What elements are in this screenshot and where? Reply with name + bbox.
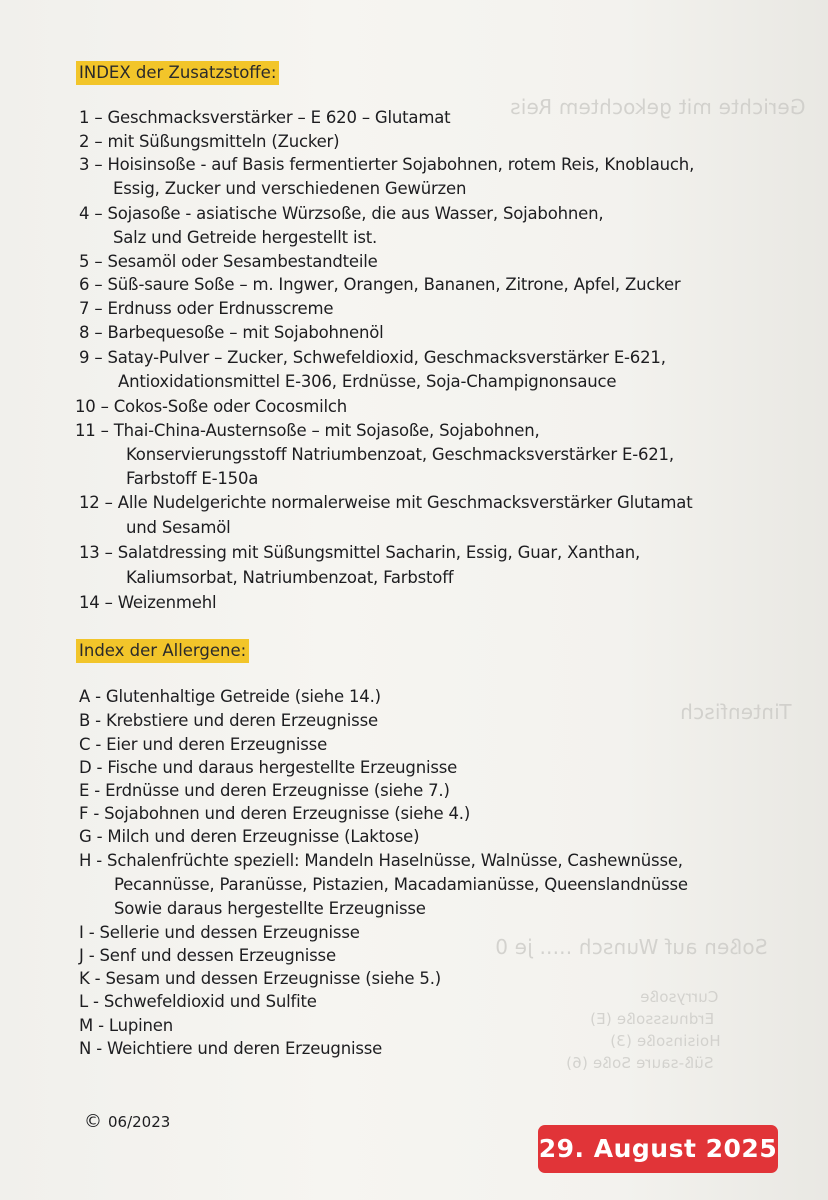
allergen-item: C - Eier und deren Erzeugnisse [79, 735, 328, 754]
allergen-item: N - Weichtiere und deren Erzeugnisse [79, 1039, 383, 1058]
allergen-item: A - Glutenhaltige Getreide (siehe 14.) [79, 687, 381, 706]
additive-item: 13 – Salatdressing mit Süßungsmittel Sacharin, Essig, Guar, Xanthan, [79, 543, 641, 562]
copyright-icon: © [84, 1111, 102, 1132]
additive-item: 12 – Alle Nudelgerichte normalerweise mit Geschmacksverstärker Glutamat [79, 493, 693, 512]
additive-item-continuation: Salz und Getreide hergestellt ist. [113, 228, 378, 247]
show-through-text: Soßen auf Wunsch ..... je 0 [495, 935, 768, 959]
additive-item-continuation: Antioxidationsmittel E-306, Erdnüsse, Soja-Champignonsauce [118, 372, 617, 391]
allergen-item: G - Milch und deren Erzeugnisse (Laktose) [79, 827, 420, 846]
additive-item-continuation: Essig, Zucker und verschiedenen Gewürzen [113, 179, 467, 198]
allergen-item: F - Sojabohnen und deren Erzeugnisse (siehe 4.) [79, 804, 471, 823]
show-through-text: Tintenfisch [680, 700, 792, 724]
allergen-item: E - Erdnüsse und deren Erzeugnisse (siehe 7.) [79, 781, 450, 800]
allergens-heading: Index der Allergene: [76, 639, 249, 663]
additive-item: 14 – Weizenmehl [79, 593, 217, 612]
allergen-item: M - Lupinen [79, 1016, 173, 1035]
allergen-item: B - Krebstiere und deren Erzeugnisse [79, 711, 378, 730]
show-through-text: Hoisinsoße (3) [610, 1032, 721, 1050]
allergen-item: J - Senf und dessen Erzeugnisse [79, 946, 336, 965]
additive-item: 4 – Sojasoße - asiatische Würzsoße, die aus Wasser, Sojabohnen, [79, 204, 604, 223]
show-through-text: Süß-saure Soße (6) [566, 1054, 714, 1072]
additive-item: 1 – Geschmacksverstärker – E 620 – Glutamat [79, 108, 451, 127]
additive-item: 9 – Satay-Pulver – Zucker, Schwefeldioxid, Geschmacksverstärker E-621, [79, 348, 666, 367]
additive-item-continuation: Konservierungsstoff Natriumbenzoat, Geschmacksverstärker E-621, [126, 445, 674, 464]
additive-item: 2 – mit Süßungsmitteln (Zucker) [79, 132, 340, 151]
additive-item: 8 – Barbequesoße – mit Sojabohnenöl [79, 323, 384, 342]
show-through-text: Currysoße [640, 988, 719, 1006]
additives-heading: INDEX der Zusatzstoffe: [76, 61, 279, 85]
additive-item: 5 – Sesamöl oder Sesambestandteile [79, 252, 378, 271]
allergen-item: L - Schwefeldioxid und Sulfite [79, 992, 317, 1011]
show-through-text: Gerichte mit gekochtem Reis [510, 95, 806, 119]
additive-item: 6 – Süß-saure Soße – m. Ingwer, Orangen, Bananen, Zitrone, Apfel, Zucker [79, 275, 681, 294]
additive-item: 7 – Erdnuss oder Erdnusscreme [79, 299, 334, 318]
additive-item: 11 – Thai-China-Austernsoße – mit Sojasoße, Sojabohnen, [75, 421, 540, 440]
allergen-item: K - Sesam und dessen Erzeugnisse (siehe 5.) [79, 969, 442, 988]
allergen-item: H - Schalenfrüchte speziell: Mandeln Haselnüsse, Walnüsse, Cashewnüsse, [79, 851, 683, 870]
copyright-notice [84, 1111, 170, 1132]
additive-item-continuation: und Sesamöl [126, 518, 231, 537]
show-through-text: Erdnusssoße (E) [590, 1010, 715, 1028]
additive-item-continuation: Kaliumsorbat, Natriumbenzoat, Farbstoff [126, 568, 454, 587]
additive-item: 3 – Hoisinsoße - auf Basis fermentierter Sojabohnen, rotem Reis, Knoblauch, [79, 155, 695, 174]
date-stamp: 29. August 2025 [538, 1125, 778, 1173]
allergen-item: D - Fische und daraus hergestellte Erzeugnisse [79, 758, 458, 777]
allergen-item-continuation: Sowie daraus hergestellte Erzeugnisse [114, 899, 426, 918]
allergen-item: I - Sellerie und dessen Erzeugnisse [79, 923, 360, 942]
copyright-date: 06/2023 [108, 1113, 171, 1131]
additive-item: 10 – Cokos-Soße oder Cocosmilch [75, 397, 348, 416]
additive-item-continuation: Farbstoff E-150a [126, 469, 259, 488]
allergen-item-continuation: Pecannüsse, Paranüsse, Pistazien, Macadamianüsse, Queenslandnüsse [114, 875, 688, 894]
